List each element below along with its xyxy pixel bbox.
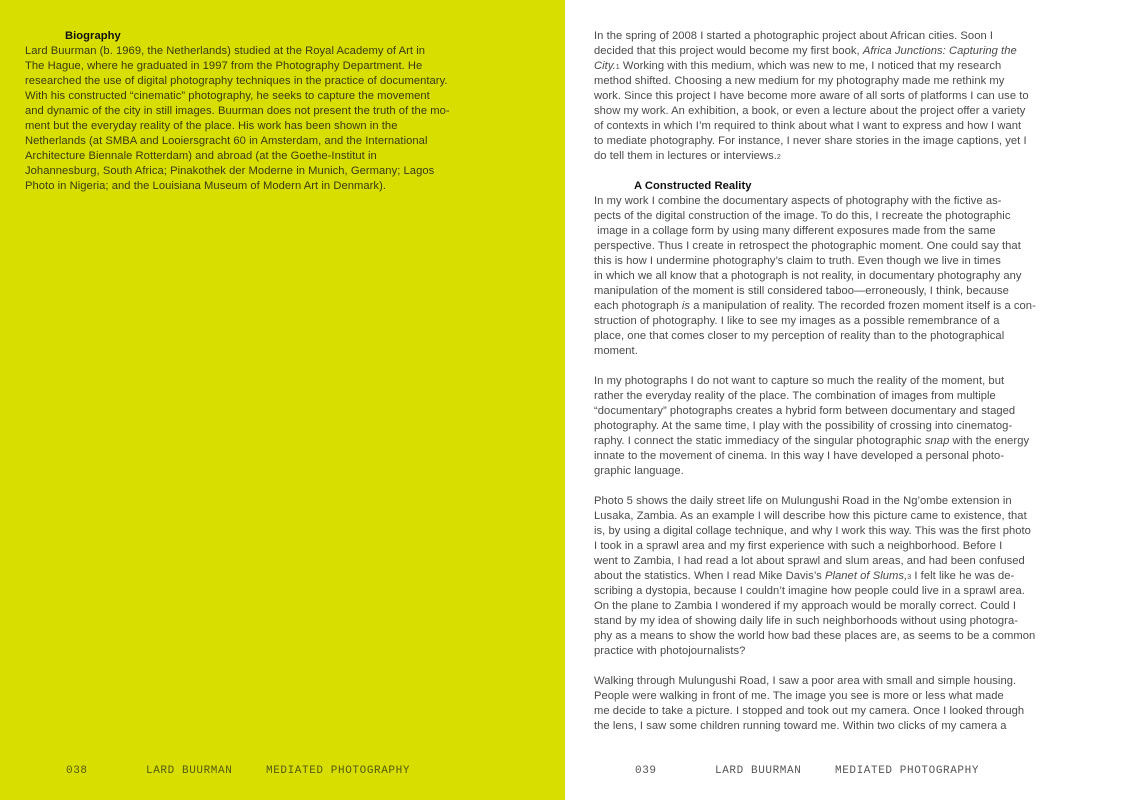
paragraph-gap bbox=[594, 359, 1074, 374]
essay-line: practice with photojournalists? bbox=[594, 645, 746, 657]
emphasis: snap bbox=[924, 435, 950, 447]
paragraph-gap bbox=[594, 659, 1074, 674]
footnote-ref[interactable]: 3 bbox=[907, 574, 912, 581]
essay-line bbox=[594, 149, 1074, 164]
essay-line: manipulation of the moment is still considered taboo—erroneously, I think, because bbox=[594, 285, 1009, 297]
essay-line: in which we all know that a photograph is not reality, in documentary photography any bbox=[594, 270, 1022, 282]
essay-line: In the spring of 2008 I started a photographic project about African cities. Soon I bbox=[594, 30, 994, 42]
essay-line: place, one that comes closer to my perception of reality than to the photographical bbox=[594, 330, 1005, 342]
text-run: I felt like he was de- bbox=[911, 570, 1015, 582]
essay-line: Lusaka, Zambia. As an example I will describe how this picture came to existence, that bbox=[594, 510, 1027, 522]
biography-section bbox=[25, 29, 500, 194]
book-title: City. bbox=[594, 60, 616, 72]
right-page bbox=[565, 0, 1130, 800]
page-number: 038 bbox=[66, 765, 88, 777]
paragraph-gap bbox=[594, 479, 1074, 494]
essay-line: rather the everyday reality of the place. The combination of images from multiple bbox=[594, 390, 996, 402]
essay-line: phy as a means to show the world how bad these places are, as seems to be a common bbox=[594, 630, 1036, 642]
essay-line: In my photographs I do not want to capture so much the reality of the moment, but bbox=[594, 375, 1005, 387]
text-run: with the energy bbox=[949, 435, 1030, 447]
biography-line: The Hague, where he graduated in 1997 from the Photography Department. He bbox=[25, 60, 423, 72]
book-title: Africa Junctions: Capturing the bbox=[862, 45, 1017, 57]
running-author: LARD BUURMAN bbox=[146, 765, 233, 777]
running-title: MEDIATED PHOTOGRAPHY bbox=[266, 765, 411, 777]
essay-line: “documentary” photographs creates a hybrid form between documentary and staged bbox=[594, 405, 1016, 417]
essay-body bbox=[594, 29, 1074, 734]
text-run: Working with this medium, which was new to me, I noticed that my research bbox=[619, 60, 1002, 72]
essay-line: stand by my idea of showing daily life in such neighborhoods without using photogra- bbox=[594, 615, 1018, 627]
essay-line: pects of the digital construction of the image. To do this, I recreate the photographic bbox=[594, 210, 1011, 222]
biography-line: Photo in Nigeria; and the Louisiana Museum of Modern Art in Denmark). bbox=[25, 180, 387, 192]
essay-line: the lens, I saw some children running toward me. Within two clicks of my camera a bbox=[594, 720, 1007, 732]
paragraph-gap bbox=[594, 164, 1074, 179]
essay-line: moment. bbox=[594, 345, 638, 357]
essay-line: In my work I combine the documentary aspects of photography with the fictive as- bbox=[594, 195, 1002, 207]
text-run: about the statistics. When I read Mike Davis’s bbox=[594, 570, 825, 582]
essay-line: this is how I undermine photography’s claim to truth. Even though we live in times bbox=[594, 255, 1001, 267]
biography-line: Architecture Biennale Rotterdam) and abroad (at the Goethe-Institut in bbox=[25, 150, 377, 162]
essay-line: image in a collage form by using many different exposures made from the same bbox=[594, 225, 996, 237]
text-run: do tell them in lectures or interviews. bbox=[594, 150, 777, 162]
footnote-ref[interactable]: 2 bbox=[776, 154, 781, 161]
biography-line: researched the use of digital photography techniques in the practice of documentary. bbox=[25, 75, 448, 87]
biography-line: and dynamic of the city in still images. Buurman does not present the truth of the mo- bbox=[25, 105, 450, 117]
essay-line: Photo 5 shows the daily street life on Mulungushi Road in the Ng’ombe extension in bbox=[594, 495, 1012, 507]
biography-heading: Biography bbox=[65, 30, 121, 42]
essay-line bbox=[594, 44, 1074, 59]
essay-line: People were walking in front of me. The image you see is more or less what made bbox=[594, 690, 1004, 702]
essay-line bbox=[594, 569, 1074, 584]
essay-line: me decide to take a picture. I stopped and took out my camera. Once I looked through bbox=[594, 705, 1025, 717]
text-run: a manipulation of reality. The recorded frozen moment itself is a con- bbox=[690, 300, 1036, 312]
essay-line: to mediate photography. For instance, I never share stories in the image captions, yet I bbox=[594, 135, 1027, 147]
text-run: raphy. I connect the static immediacy of the singular photographic bbox=[594, 435, 925, 447]
essay-line: photography. At the same time, I play with the possibility of crossing into cinematog- bbox=[594, 420, 1013, 432]
essay-line: Walking through Mulungushi Road, I saw a poor area with small and simple housing. bbox=[594, 675, 1017, 687]
essay-line: struction of photography. I like to see my images as a possible remembrance of a bbox=[594, 315, 1000, 327]
biography-line: Netherlands (at SMBA and Looiersgracht 60 in Amsterdam, and the International bbox=[25, 135, 428, 147]
essay-line: method shifted. Choosing a new medium for my photography made me rethink my bbox=[594, 75, 1005, 87]
biography-line: Lard Buurman (b. 1969, the Netherlands) studied at the Royal Academy of Art in bbox=[25, 45, 426, 57]
biography-line: ment but the everyday reality of the place. His work has been shown in the bbox=[25, 120, 398, 132]
page-number: 039 bbox=[635, 765, 657, 777]
essay-line: I took in a sprawl area and my first experience with such a neighborhood. Before I bbox=[594, 540, 1003, 552]
essay-line: graphic language. bbox=[594, 465, 684, 477]
essay-line bbox=[594, 434, 1074, 449]
essay-line: work. Since this project I have become more aware of all sorts of platforms I can use to bbox=[594, 90, 1029, 102]
text-run: each photograph bbox=[594, 300, 682, 312]
essay-line: of contexts in which I’m required to think about what I want to express and how I want bbox=[594, 120, 1022, 132]
biography-line: With his constructed “cinematic” photography, he seeks to capture the movement bbox=[25, 90, 430, 102]
essay-line: On the plane to Zambia I wondered if my approach would be morally correct. Could I bbox=[594, 600, 1016, 612]
running-author: LARD BUURMAN bbox=[715, 765, 802, 777]
essay-line: innate to the movement of cinema. In this way I have developed a personal photo- bbox=[594, 450, 1005, 462]
essay-line bbox=[594, 299, 1074, 314]
footnote-ref[interactable]: 1 bbox=[615, 64, 620, 71]
book-title: Planet of Slums, bbox=[824, 570, 908, 582]
essay-line: is, by using a digital collage technique, and why I work this way. This was the first photo bbox=[594, 525, 1031, 537]
essay-line: went to Zambia, I had read a lot about sprawl and slum areas, and had been confused bbox=[594, 555, 1025, 567]
essay-line bbox=[594, 59, 1074, 74]
text-run: decided that this project would become my first book, bbox=[594, 45, 863, 57]
essay-line: scribing a dystopia, because I couldn’t imagine how people could live in a sprawl area. bbox=[594, 585, 1025, 597]
running-title: MEDIATED PHOTOGRAPHY bbox=[835, 765, 980, 777]
biography-line: Johannesburg, South Africa; Pinakothek der Moderne in Munich, Germany; Lagos bbox=[25, 165, 435, 177]
emphasis: is bbox=[681, 300, 691, 312]
essay-line: perspective. Thus I create in retrospect the photographic moment. One could say that bbox=[594, 240, 1021, 252]
section-heading: A Constructed Reality bbox=[634, 180, 752, 192]
essay-line: show my work. An exhibition, a book, or even a lecture about the project offer a variety bbox=[594, 105, 1026, 117]
